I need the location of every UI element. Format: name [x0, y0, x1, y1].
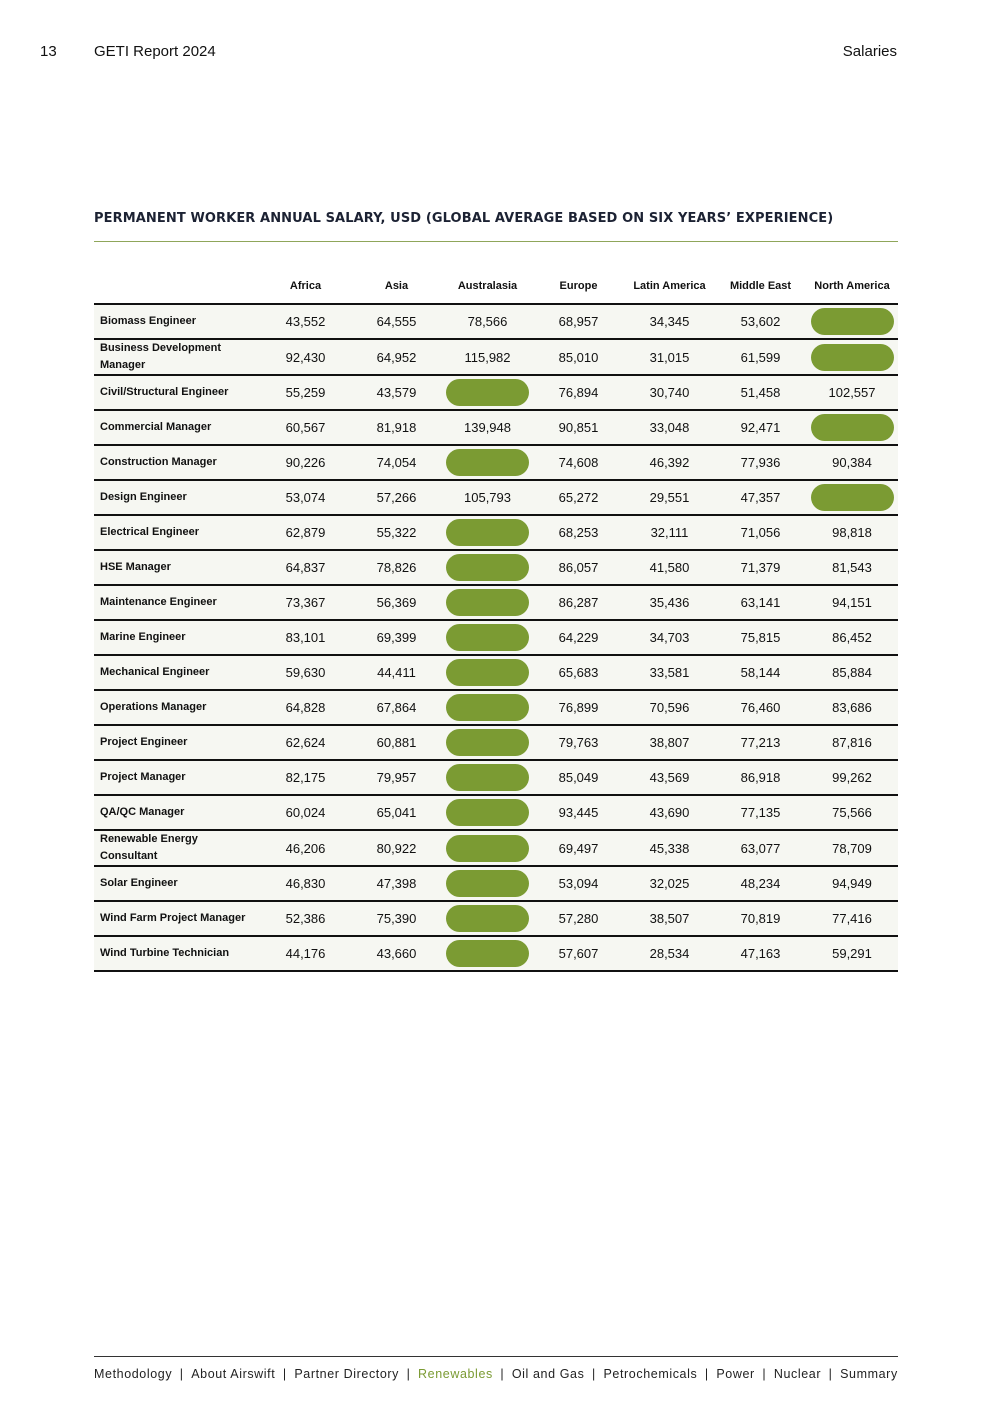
- role-name: Project Engineer: [94, 725, 260, 760]
- salary-cell: 86,452: [806, 620, 898, 655]
- salary-cell: 32,025: [624, 866, 715, 901]
- salary-table-container: [94, 269, 898, 972]
- report-title: GETI Report 2024: [94, 43, 216, 60]
- redacted-value-pill: [446, 940, 529, 967]
- salary-cell: 71,379: [715, 550, 806, 585]
- salary-cell-redacted: [442, 830, 533, 866]
- role-name: Wind Farm Project Manager: [94, 901, 260, 936]
- salary-cell: 86,918: [715, 760, 806, 795]
- redacted-value-pill: [811, 308, 894, 335]
- salary-cell: 60,567: [260, 410, 351, 445]
- salary-cell: 78,709: [806, 830, 898, 866]
- salary-table: [94, 269, 898, 972]
- salary-cell: 47,163: [715, 936, 806, 971]
- redacted-value-pill: [811, 344, 894, 371]
- role-name: Civil/Structural Engineer: [94, 375, 260, 410]
- role-name: Project Manager: [94, 760, 260, 795]
- role-name: Construction Manager: [94, 445, 260, 480]
- salary-cell: 44,411: [351, 655, 442, 690]
- table-row: [94, 866, 898, 901]
- role-name: Commercial Manager: [94, 410, 260, 445]
- salary-cell: 92,430: [260, 339, 351, 375]
- footer-separator: |: [592, 1367, 596, 1381]
- salary-cell: 58,144: [715, 655, 806, 690]
- salary-cell: 64,952: [351, 339, 442, 375]
- role-name: Maintenance Engineer: [94, 585, 260, 620]
- redacted-value-pill: [446, 905, 529, 932]
- salary-cell: 93,445: [533, 795, 624, 830]
- salary-cell: 63,141: [715, 585, 806, 620]
- redacted-value-pill: [446, 799, 529, 826]
- salary-cell: 83,686: [806, 690, 898, 725]
- salary-cell: 32,111: [624, 515, 715, 550]
- salary-cell: 80,922: [351, 830, 442, 866]
- salary-cell-redacted: [442, 620, 533, 655]
- table-row: [94, 725, 898, 760]
- salary-cell: 55,322: [351, 515, 442, 550]
- salary-cell: 74,608: [533, 445, 624, 480]
- role-name: Business Development Manager: [94, 339, 260, 375]
- salary-cell: 78,826: [351, 550, 442, 585]
- salary-cell-redacted: [806, 410, 898, 445]
- footer-link-petrochemicals[interactable]: Petrochemicals: [603, 1367, 698, 1381]
- table-row: [94, 795, 898, 830]
- salary-cell: 41,580: [624, 550, 715, 585]
- column-header-middle-east: Middle East: [715, 269, 806, 304]
- role-name: Operations Manager: [94, 690, 260, 725]
- table-row: [94, 375, 898, 410]
- table-row: [94, 830, 898, 866]
- salary-cell: 53,602: [715, 304, 806, 339]
- salary-cell-redacted: [442, 936, 533, 971]
- salary-cell: 83,101: [260, 620, 351, 655]
- role-name: Mechanical Engineer: [94, 655, 260, 690]
- section-title: Salaries: [842, 43, 897, 60]
- footer-separator: |: [282, 1367, 287, 1381]
- role-name: Wind Turbine Technician: [94, 936, 260, 971]
- column-header-asia: Asia: [351, 269, 442, 304]
- redacted-value-pill: [446, 519, 529, 546]
- salary-cell: 59,291: [806, 936, 898, 971]
- salary-cell: 79,957: [351, 760, 442, 795]
- salary-cell: 43,569: [624, 760, 715, 795]
- salary-cell: 81,543: [806, 550, 898, 585]
- salary-cell: 115,982: [442, 339, 533, 375]
- salary-cell: 33,048: [624, 410, 715, 445]
- column-header-africa: Africa: [260, 269, 351, 304]
- salary-cell: 31,015: [624, 339, 715, 375]
- salary-cell: 77,416: [806, 901, 898, 936]
- salary-cell: 46,392: [624, 445, 715, 480]
- redacted-value-pill: [446, 729, 529, 756]
- redacted-value-pill: [446, 659, 529, 686]
- salary-cell: 45,338: [624, 830, 715, 866]
- salary-cell: 68,957: [533, 304, 624, 339]
- redacted-value-pill: [446, 694, 529, 721]
- redacted-value-pill: [446, 449, 529, 476]
- salary-cell: 52,386: [260, 901, 351, 936]
- salary-cell: 73,367: [260, 585, 351, 620]
- salary-cell: 62,879: [260, 515, 351, 550]
- salary-cell: 86,287: [533, 585, 624, 620]
- footer-link-power[interactable]: Power: [716, 1367, 755, 1381]
- footer-separator: |: [828, 1367, 833, 1381]
- salary-cell: 46,830: [260, 866, 351, 901]
- role-name: Biomass Engineer: [94, 304, 260, 339]
- salary-cell: 57,266: [351, 480, 442, 515]
- footer-link-oil-and-gas[interactable]: Oil and Gas: [511, 1367, 585, 1381]
- salary-cell: 38,507: [624, 901, 715, 936]
- salary-cell: 69,399: [351, 620, 442, 655]
- salary-cell-redacted: [806, 339, 898, 375]
- salary-cell: 86,057: [533, 550, 624, 585]
- salary-cell: 102,557: [806, 375, 898, 410]
- salary-cell: 43,579: [351, 375, 442, 410]
- salary-cell: 62,624: [260, 725, 351, 760]
- role-name: Design Engineer: [94, 480, 260, 515]
- salary-cell: 77,213: [715, 725, 806, 760]
- footer-link-partner-directory[interactable]: Partner Directory: [294, 1367, 400, 1381]
- table-row: [94, 655, 898, 690]
- footer-separator: |: [406, 1367, 411, 1381]
- redacted-value-pill: [446, 589, 529, 616]
- salary-cell: 94,949: [806, 866, 898, 901]
- salary-cell: 79,763: [533, 725, 624, 760]
- salary-cell: 38,807: [624, 725, 715, 760]
- salary-cell-redacted: [442, 795, 533, 830]
- redacted-value-pill: [446, 624, 529, 651]
- role-name: Renewable Energy Consultant: [94, 830, 260, 866]
- table-title: PERMANENT WORKER ANNUAL SALARY, USD (GLOBAL AVERAGE BASED ON SIX YEARS’ EXPERIENCE): [94, 211, 834, 226]
- salary-cell: 61,599: [715, 339, 806, 375]
- salary-cell: 76,899: [533, 690, 624, 725]
- salary-cell: 82,175: [260, 760, 351, 795]
- salary-cell: 90,851: [533, 410, 624, 445]
- table-body: [94, 304, 898, 971]
- salary-cell: 67,864: [351, 690, 442, 725]
- salary-cell: 64,837: [260, 550, 351, 585]
- salary-cell-redacted: [442, 760, 533, 795]
- salary-cell: 70,819: [715, 901, 806, 936]
- salary-cell: 65,683: [533, 655, 624, 690]
- salary-cell-redacted: [442, 550, 533, 585]
- footer-separator: |: [704, 1367, 709, 1381]
- salary-cell: 77,135: [715, 795, 806, 830]
- salary-cell: 90,384: [806, 445, 898, 480]
- salary-cell: 43,660: [351, 936, 442, 971]
- table-row: [94, 901, 898, 936]
- salary-cell: 98,818: [806, 515, 898, 550]
- footer-link-about-airswift[interactable]: About Airswift: [191, 1367, 276, 1381]
- salary-cell: 35,436: [624, 585, 715, 620]
- salary-cell: 43,690: [624, 795, 715, 830]
- footer-navigation: [94, 1367, 898, 1381]
- page-header: [0, 43, 992, 63]
- salary-cell: 76,894: [533, 375, 624, 410]
- salary-cell: 30,740: [624, 375, 715, 410]
- redacted-value-pill: [446, 870, 529, 897]
- salary-cell: 33,581: [624, 655, 715, 690]
- redacted-value-pill: [446, 379, 529, 406]
- salary-cell: 75,566: [806, 795, 898, 830]
- footer-separator: |: [179, 1367, 184, 1381]
- salary-cell: 76,460: [715, 690, 806, 725]
- table-row: [94, 620, 898, 655]
- salary-cell: 75,390: [351, 901, 442, 936]
- salary-cell: 59,630: [260, 655, 351, 690]
- salary-cell-redacted: [442, 655, 533, 690]
- salary-cell: 64,828: [260, 690, 351, 725]
- column-header-role: [94, 269, 260, 304]
- salary-cell: 46,206: [260, 830, 351, 866]
- salary-cell: 69,497: [533, 830, 624, 866]
- table-header-row: [94, 269, 898, 304]
- table-row: [94, 304, 898, 339]
- salary-cell: 63,077: [715, 830, 806, 866]
- table-row: [94, 480, 898, 515]
- salary-cell-redacted: [806, 304, 898, 339]
- redacted-value-pill: [446, 554, 529, 581]
- salary-cell-redacted: [442, 690, 533, 725]
- salary-cell: 28,534: [624, 936, 715, 971]
- salary-cell: 74,054: [351, 445, 442, 480]
- salary-cell: 57,280: [533, 901, 624, 936]
- salary-cell: 70,596: [624, 690, 715, 725]
- salary-cell: 139,948: [442, 410, 533, 445]
- footer-separator: |: [500, 1367, 505, 1381]
- salary-cell: 47,357: [715, 480, 806, 515]
- column-header-europe: Europe: [533, 269, 624, 304]
- column-header-australasia: Australasia: [442, 269, 533, 304]
- footer-link-summary[interactable]: Summary: [840, 1367, 898, 1381]
- salary-cell-redacted: [442, 901, 533, 936]
- salary-cell: 105,793: [442, 480, 533, 515]
- salary-cell: 65,041: [351, 795, 442, 830]
- salary-cell-redacted: [442, 445, 533, 480]
- salary-cell: 77,936: [715, 445, 806, 480]
- footer-link-methodology[interactable]: Methodology: [94, 1367, 173, 1381]
- role-name: Marine Engineer: [94, 620, 260, 655]
- salary-cell: 71,056: [715, 515, 806, 550]
- salary-cell: 68,253: [533, 515, 624, 550]
- column-header-north-america: North America: [806, 269, 898, 304]
- salary-cell: 85,049: [533, 760, 624, 795]
- salary-cell: 99,262: [806, 760, 898, 795]
- salary-cell: 81,918: [351, 410, 442, 445]
- salary-cell-redacted: [442, 866, 533, 901]
- table-row: [94, 515, 898, 550]
- footer-link-renewables[interactable]: Renewables: [418, 1367, 493, 1381]
- table-row: [94, 410, 898, 445]
- salary-cell: 53,094: [533, 866, 624, 901]
- salary-cell-redacted: [442, 725, 533, 760]
- salary-cell: 51,458: [715, 375, 806, 410]
- salary-cell-redacted: [442, 375, 533, 410]
- salary-cell: 90,226: [260, 445, 351, 480]
- footer-link-nuclear[interactable]: Nuclear: [773, 1367, 822, 1381]
- salary-cell: 34,703: [624, 620, 715, 655]
- salary-cell: 78,566: [442, 304, 533, 339]
- salary-cell-redacted: [806, 480, 898, 515]
- redacted-value-pill: [811, 414, 894, 441]
- table-row: [94, 690, 898, 725]
- footer-divider: [94, 1356, 898, 1357]
- column-header-latin-america: Latin America: [624, 269, 715, 304]
- salary-cell: 64,555: [351, 304, 442, 339]
- salary-cell: 34,345: [624, 304, 715, 339]
- salary-cell-redacted: [442, 515, 533, 550]
- salary-cell: 55,259: [260, 375, 351, 410]
- salary-cell: 87,816: [806, 725, 898, 760]
- salary-cell: 43,552: [260, 304, 351, 339]
- salary-cell: 60,881: [351, 725, 442, 760]
- salary-cell: 65,272: [533, 480, 624, 515]
- salary-cell: 75,815: [715, 620, 806, 655]
- salary-cell: 56,369: [351, 585, 442, 620]
- role-name: QA/QC Manager: [94, 795, 260, 830]
- salary-cell: 48,234: [715, 866, 806, 901]
- salary-cell: 94,151: [806, 585, 898, 620]
- role-name: HSE Manager: [94, 550, 260, 585]
- title-divider: [94, 241, 898, 242]
- footer-separator: |: [762, 1367, 767, 1381]
- salary-cell: 29,551: [624, 480, 715, 515]
- salary-cell: 47,398: [351, 866, 442, 901]
- salary-cell: 44,176: [260, 936, 351, 971]
- page-number: 13: [40, 43, 57, 60]
- salary-cell: 60,024: [260, 795, 351, 830]
- salary-cell-redacted: [442, 585, 533, 620]
- salary-cell: 85,884: [806, 655, 898, 690]
- table-row: [94, 550, 898, 585]
- salary-cell: 64,229: [533, 620, 624, 655]
- redacted-value-pill: [446, 764, 529, 791]
- role-name: Electrical Engineer: [94, 515, 260, 550]
- redacted-value-pill: [446, 835, 529, 862]
- table-row: [94, 445, 898, 480]
- table-row: [94, 760, 898, 795]
- salary-cell: 53,074: [260, 480, 351, 515]
- table-row: [94, 339, 898, 375]
- table-row: [94, 585, 898, 620]
- redacted-value-pill: [811, 484, 894, 511]
- salary-cell: 85,010: [533, 339, 624, 375]
- table-row: [94, 936, 898, 971]
- salary-cell: 92,471: [715, 410, 806, 445]
- role-name: Solar Engineer: [94, 866, 260, 901]
- salary-cell: 57,607: [533, 936, 624, 971]
